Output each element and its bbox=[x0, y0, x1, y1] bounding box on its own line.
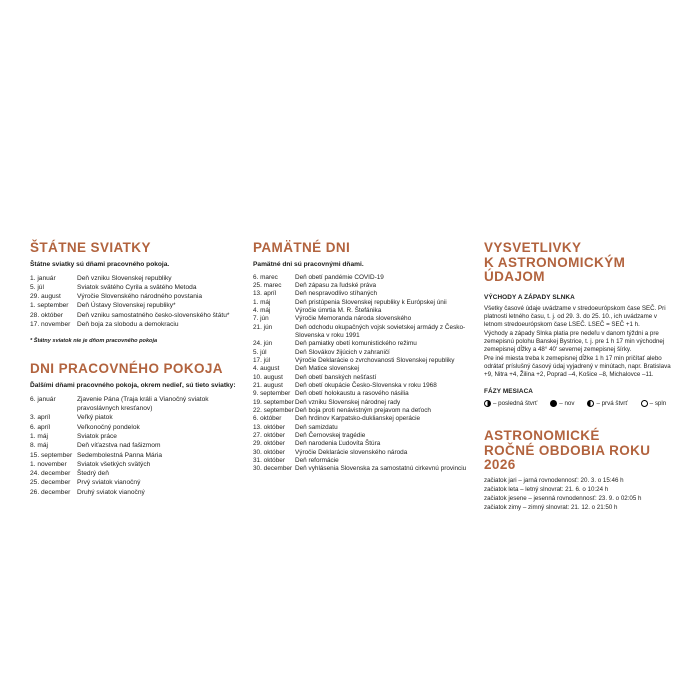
memorial-days-title: PAMÄTNÉ DNI bbox=[253, 240, 351, 255]
memorial-day-row bbox=[253, 315, 471, 323]
memorial-day-date: 4. august bbox=[253, 365, 280, 373]
memorial-day-date: 25. marec bbox=[253, 281, 282, 289]
holiday-row bbox=[30, 311, 244, 320]
moon-phase-label: – prvá štvrť bbox=[596, 400, 628, 408]
memorial-day-name: Deň reformácie bbox=[295, 457, 339, 465]
memorial-day-row bbox=[253, 374, 471, 382]
memorial-day-row bbox=[253, 449, 471, 457]
memorial-day-row bbox=[253, 465, 471, 473]
rest-day-date: 6. apríl bbox=[30, 423, 51, 431]
memorial-day-name: Deň hrdinov Karpatsko-duklianskej operácie bbox=[295, 415, 421, 423]
memorial-day-date: 30. december bbox=[253, 465, 293, 473]
memorial-day-name: Deň Slovákov žijúcich v zahraničí bbox=[295, 348, 390, 356]
memorial-day-date: 30. október bbox=[253, 448, 285, 456]
explanations-title-line2: K ASTRONOMICKÝM ÚDAJOM bbox=[484, 254, 626, 284]
memorial-day-date: 19. september bbox=[253, 398, 294, 406]
memorial-day-date: 29. október bbox=[253, 440, 285, 448]
moon-phase-label: – nov bbox=[559, 400, 575, 408]
moon-phase-label: – spln bbox=[649, 400, 667, 408]
rest-days-list bbox=[30, 395, 244, 497]
memorial-day-row bbox=[253, 382, 471, 390]
holiday-date: 29. august bbox=[30, 293, 61, 301]
memorial-day-row bbox=[253, 340, 471, 348]
rest-day-date: 26. december bbox=[30, 488, 71, 496]
memorial-days-list bbox=[253, 274, 471, 474]
memorial-day-row bbox=[253, 307, 471, 315]
rest-day-date: 3. apríl bbox=[30, 414, 51, 422]
memorial-day-date: 9. september bbox=[253, 390, 291, 398]
memorial-day-row bbox=[253, 274, 471, 282]
memorial-day-date: 27. október bbox=[253, 432, 285, 440]
rest-day-date: 1. máj bbox=[30, 432, 48, 440]
full-moon-icon bbox=[641, 400, 648, 407]
rest-day-row bbox=[30, 395, 244, 414]
memorial-day-name: Deň Černovskej tragédie bbox=[295, 432, 366, 440]
holiday-row bbox=[30, 283, 244, 292]
memorial-day-date: 13. október bbox=[253, 423, 285, 431]
holiday-row bbox=[30, 292, 244, 301]
moon-phases-heading: FÁZY MESIACA bbox=[484, 388, 534, 396]
memorial-day-row bbox=[253, 399, 471, 407]
memorial-day-date: 21. jún bbox=[253, 323, 273, 331]
memorial-day-name: Výročie Deklarácie o zvrchovanosti Slovenskej republiky bbox=[295, 356, 455, 364]
memorial-day-name: Deň boja proti nenávistným prejavom na deťoch bbox=[295, 407, 431, 414]
memorial-day-name: Deň obetí okupácie Česko-Slovenska v roku 1968 bbox=[295, 381, 437, 389]
memorial-day-row bbox=[253, 457, 471, 465]
rest-day-row bbox=[30, 423, 244, 432]
memorial-day-name: Výročie Memoranda národa slovenského bbox=[295, 315, 412, 323]
holiday-name: Sviatok svätého Cyrila a svätého Metoda bbox=[77, 283, 197, 291]
holiday-row bbox=[30, 301, 244, 310]
new-moon-icon bbox=[550, 400, 557, 407]
sunrise-sunset-heading: VÝCHODY A ZÁPADY SLNKA bbox=[484, 293, 575, 301]
memorial-day-name: Deň vyhlásenia Slovenska za samostatnú cirkevnú provinciu bbox=[295, 465, 467, 473]
rest-days-title: DNI PRACOVNÉHO POKOJA bbox=[30, 361, 223, 377]
rest-day-row bbox=[30, 432, 244, 441]
rest-day-name: Veľkonočný pondelok bbox=[77, 423, 140, 431]
rest-day-name: Veľký piatok bbox=[77, 414, 113, 422]
memorial-day-row bbox=[253, 407, 471, 415]
astronomical-seasons-section bbox=[484, 429, 672, 512]
memorial-day-date: 4. máj bbox=[253, 306, 271, 314]
sun-position-paragraph: Východy a západy Slnka platia pre nedeľu v danom týždni a pre zemepisnú polohu Banskej Bystrice, t. j. pre 1 h 17 min východnej zemepisnej dĺžky a 48° 40′ severnej zemepisnej šírky. bbox=[484, 329, 665, 353]
memorial-day-name: Deň obetí banských nešťastí bbox=[295, 373, 377, 381]
rest-day-name: Sviatok práce bbox=[77, 432, 117, 440]
memorial-day-row bbox=[253, 324, 471, 341]
state-holidays-list bbox=[30, 274, 244, 330]
rest-day-date: 25. december bbox=[30, 479, 71, 487]
rest-day-name: Sviatok všetkých svätých bbox=[77, 460, 151, 468]
memorial-day-date: 24. jún bbox=[253, 340, 273, 348]
memorial-day-row bbox=[253, 365, 471, 373]
moon-phase-first-quarter bbox=[587, 399, 627, 408]
moon-phase-label: – posledná štvrť bbox=[493, 400, 538, 408]
moon-phase-new bbox=[550, 399, 574, 408]
season-entry: začiatok leta – letný slnovrat: 21. 6. o 10:24 h bbox=[484, 485, 609, 493]
memorial-days-subtitle: Pamätné dni sú pracovnými dňami. bbox=[253, 260, 364, 268]
memorial-day-row bbox=[253, 282, 471, 290]
season-entry: začiatok jari – jarná rovnodennosť: 20. 3. o 15:46 h bbox=[484, 476, 624, 484]
memorial-day-row bbox=[253, 290, 471, 298]
astronomy-column bbox=[484, 241, 672, 512]
rest-day-row bbox=[30, 488, 244, 497]
rest-day-name: Štedrý deň bbox=[77, 470, 109, 478]
memorial-day-name: Deň samizdatu bbox=[295, 423, 338, 431]
memorial-day-name: Deň odchodu okupačných vojsk sovietskej armády z Česko-Slovenska v roku 1991 bbox=[295, 323, 466, 339]
rest-day-date: 24. december bbox=[30, 470, 71, 478]
state-holidays-column bbox=[30, 241, 244, 497]
season-entry: začiatok jesene – jesenná rovnodennosť: 23. 9. o 02:05 h bbox=[484, 494, 642, 502]
holiday-name: Deň Ústavy Slovenskej republiky* bbox=[77, 302, 176, 310]
season-entry: začiatok zimy – zimný slnovrat: 21. 12. o 21:50 h bbox=[484, 503, 618, 511]
rest-day-name: Deň víťazstva nad fašizmom bbox=[77, 442, 161, 450]
holiday-date: 5. júl bbox=[30, 283, 44, 291]
state-holidays-subtitle: Štátne sviatky sú dňami pracovného pokoja. bbox=[30, 260, 170, 268]
last-quarter-moon-icon bbox=[484, 400, 491, 407]
memorial-day-date: 21. august bbox=[253, 381, 283, 389]
memorial-day-date: 1. máj bbox=[253, 298, 271, 306]
rest-day-date: 8. máj bbox=[30, 442, 48, 450]
holiday-row bbox=[30, 320, 244, 329]
memorial-day-name: Deň vzniku Slovenskej národnej rady bbox=[295, 398, 401, 406]
memorial-day-name: Deň obetí pandémie COVID-19 bbox=[295, 273, 384, 281]
rest-day-date: 15. september bbox=[30, 451, 73, 459]
memorial-day-row bbox=[253, 390, 471, 398]
holiday-date: 17. november bbox=[30, 320, 71, 328]
memorial-day-name: Výročie úmrtia M. R. Štefánika bbox=[295, 306, 382, 314]
holiday-name: Výročie Slovenského národného povstania bbox=[77, 293, 202, 301]
memorial-day-name: Deň zápasu za ľudské práva bbox=[295, 281, 377, 289]
memorial-day-date: 7. jún bbox=[253, 315, 269, 323]
memorial-day-date: 10. august bbox=[253, 373, 283, 381]
seasons-title-line2: ROČNÉ OBDOBIA ROKU 2026 bbox=[484, 442, 651, 473]
rest-day-row bbox=[30, 469, 244, 478]
city-offsets-paragraph: Pre iné miesta treba k zemepisnej dĺžke 1 h 17 min pričítať alebo odrátať príslušný časový údaj vyjadrený v minútach, napr. Bratislava +9, Nitra +4, Žilina +2, Poprad –4, Košice –8, Michalovce –11. bbox=[484, 355, 671, 379]
moon-phase-full bbox=[641, 399, 667, 408]
memorial-day-date: 22. september bbox=[253, 407, 294, 414]
seasons-list bbox=[484, 477, 672, 513]
memorial-day-date: 13. apríl bbox=[253, 290, 277, 298]
holiday-date: 28. október bbox=[30, 311, 63, 319]
memorial-day-name: Deň narodenia Ľudovíta Štúra bbox=[295, 440, 381, 448]
memorial-day-name: Deň pristúpenia Slovenskej republiky k Európskej únii bbox=[295, 298, 447, 306]
memorial-day-name: Výročie Deklarácie slovenského národa bbox=[295, 448, 408, 456]
memorial-day-date: 6. marec bbox=[253, 273, 278, 281]
rest-day-row bbox=[30, 478, 244, 487]
memorial-day-row bbox=[253, 424, 471, 432]
seasons-title-line1: ASTRONOMICKÉ bbox=[484, 428, 600, 444]
memorial-day-row bbox=[253, 440, 471, 448]
holiday-date: 1. september bbox=[30, 302, 69, 310]
timezone-paragraph: Všetky časové údaje uvádzame v stredoeurópskom čase SEČ. Pri platnosti letného času, t. j. od 29. 3. do 25. 10., ich uvádzame v letnom stredoeurópskom čase LSEČ. LSEČ = SEČ +1 h. bbox=[484, 304, 666, 328]
rest-day-date: 6. január bbox=[30, 395, 56, 403]
memorial-day-name: Deň nespravodlivo stíhaných bbox=[295, 290, 378, 298]
memorial-day-row bbox=[253, 357, 471, 365]
holiday-name: Deň boja za slobodu a demokraciu bbox=[77, 320, 179, 328]
rest-day-name: Zjavenie Pána (Traja králi a Vianočný sviatok pravoslávnych kresťanov) bbox=[77, 395, 209, 413]
rest-day-name: Sedembolestná Panna Mária bbox=[77, 451, 163, 459]
memorial-day-name: Deň Matice slovenskej bbox=[295, 365, 359, 373]
memorial-day-row bbox=[253, 299, 471, 307]
holiday-name: Deň vzniku Slovenskej republiky bbox=[77, 274, 172, 282]
moon-phase-last-quarter bbox=[484, 399, 537, 408]
memorial-day-name: Deň pamiatky obetí komunistického režimu bbox=[295, 340, 417, 348]
rest-day-row bbox=[30, 413, 244, 422]
moon-phases-legend bbox=[484, 399, 672, 408]
rest-day-row bbox=[30, 441, 244, 450]
memorial-day-row bbox=[253, 415, 471, 423]
memorial-day-date: 6. október bbox=[253, 415, 282, 423]
rest-day-name: Prvý sviatok vianočný bbox=[77, 479, 141, 487]
explanations-title-line1: VYSVETLIVKY bbox=[484, 240, 582, 255]
memorial-days-column bbox=[253, 241, 471, 474]
rest-day-name: Druhý sviatok vianočný bbox=[77, 488, 145, 496]
first-quarter-moon-icon bbox=[587, 400, 594, 407]
memorial-day-row bbox=[253, 349, 471, 357]
rest-day-row bbox=[30, 460, 244, 469]
rest-day-row bbox=[30, 451, 244, 460]
state-holidays-title: ŠTÁTNE SVIATKY bbox=[30, 240, 151, 255]
state-holidays-footnote: * Štátny sviatok nie je dňom pracovného pokoja bbox=[30, 338, 158, 345]
holiday-name: Deň vzniku samostatného česko-slovenského štátu* bbox=[77, 311, 230, 319]
memorial-day-date: 31. október bbox=[253, 457, 285, 465]
memorial-day-date: 17. júl bbox=[253, 356, 271, 364]
holiday-date: 1. január bbox=[30, 274, 56, 282]
memorial-day-name: Deň obetí holokaustu a rasového násilia bbox=[295, 390, 409, 398]
memorial-day-date: 5. júl bbox=[253, 348, 267, 356]
rest-days-subtitle: Ďalšími dňami pracovného pokoja, okrem nedieľ, sú tieto sviatky: bbox=[30, 381, 236, 389]
holiday-row bbox=[30, 274, 244, 283]
rest-day-date: 1. november bbox=[30, 460, 67, 468]
